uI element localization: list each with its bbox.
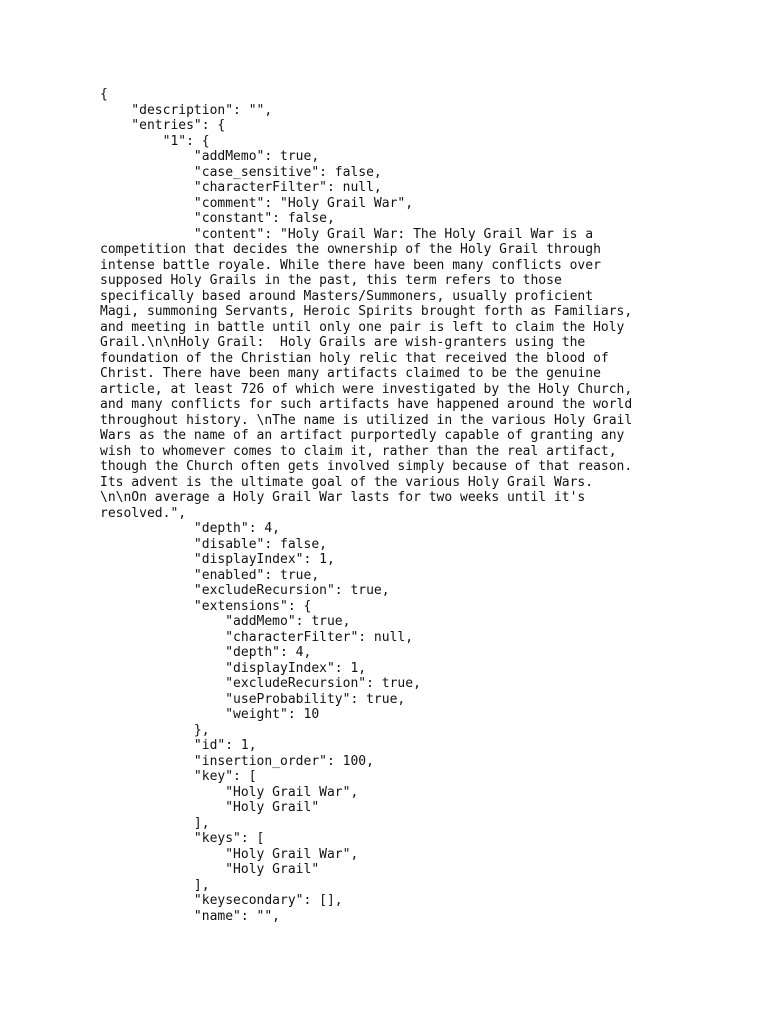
text-line: "keys": [	[100, 831, 265, 846]
text-line: "Holy Grail"	[100, 862, 320, 877]
text-line: },	[100, 722, 210, 738]
text-line: throughout history. \nThe name is utilized in the various Holy Grail	[100, 412, 633, 428]
text-line: "characterFilter": null,	[100, 629, 414, 645]
text-line: "name": "",	[100, 908, 281, 924]
text-line: and meeting in battle until only one pair is left to claim the Holy	[100, 319, 625, 335]
text-line: "displayIndex": 1,	[100, 552, 335, 567]
text-line: "id": 1,	[100, 738, 257, 753]
text-line: "addMemo": true,	[100, 614, 351, 629]
text-line: "comment": "Holy Grail War",	[100, 195, 414, 211]
text-line: supposed Holy Grails in the past, this term refers to those	[100, 273, 562, 288]
text-line: "key": [	[100, 769, 257, 784]
text-line: Magi, summoning Servants, Heroic Spirits brought forth as Familiars,	[100, 304, 633, 319]
text-line: "addMemo": true,	[100, 149, 320, 164]
text-line: "displayIndex": 1,	[100, 660, 367, 676]
text-line: though the Church often gets involved simply because of that reason.	[100, 459, 633, 474]
text-line: and many conflicts for such artifacts have happened around the world	[100, 397, 633, 412]
text-line: resolved.",	[100, 505, 187, 521]
text-line: "extensions": {	[100, 598, 312, 614]
text-line: \n\nOn average a Holy Grail War lasts for two weeks until it's	[100, 490, 586, 505]
text-line: ],	[100, 877, 210, 893]
text-line: foundation of the Christian holy relic that received the blood of	[100, 350, 609, 366]
text-line: "description": "",	[100, 102, 273, 118]
text-line: "keysecondary": [],	[100, 893, 343, 908]
text-line: specifically based around Masters/Summoners, usually proficient	[100, 288, 594, 304]
text-line: "depth": 4,	[100, 521, 281, 536]
text-line: Christ. There have been many artifacts claimed to be the genuine	[100, 366, 601, 381]
text-line: "disable": false,	[100, 536, 327, 552]
text-line: "1": {	[100, 133, 210, 149]
text-line: "depth": 4,	[100, 645, 312, 660]
text-line: ],	[100, 815, 210, 831]
text-line: Wars as the name of an artifact purportedly capable of granting any	[100, 428, 625, 443]
text-line: competition that decides the ownership of the Holy Grail through	[100, 242, 601, 257]
text-line: "entries": {	[100, 118, 226, 133]
text-line: "insertion_order": 100,	[100, 753, 374, 769]
document-page	[100, 87, 720, 924]
text-line: "Holy Grail War",	[100, 784, 359, 800]
text-line: "useProbability": true,	[100, 691, 406, 707]
text-line: "content": "Holy Grail War: The Holy Grail War is a	[100, 226, 594, 242]
text-line: "case_sensitive": false,	[100, 164, 382, 180]
text-line: article, at least 726 of which were investigated by the Holy Church,	[100, 381, 633, 397]
text-line: "enabled": true,	[100, 567, 320, 583]
text-line: "Holy Grail"	[100, 800, 320, 815]
text-line: "constant": false,	[100, 211, 335, 226]
text-line: "Holy Grail War",	[100, 846, 359, 862]
text-line: wish to whomever comes to claim it, rather than the real artifact,	[100, 443, 617, 459]
text-line: Grail.\n\nHoly Grail: Holy Grails are wish-granters using the	[100, 335, 586, 350]
text-line: "characterFilter": null,	[100, 180, 382, 195]
text-line: Its advent is the ultimate goal of the various Holy Grail Wars.	[100, 474, 594, 490]
text-line: "excludeRecursion": true,	[100, 583, 390, 598]
text-line: "weight": 10	[100, 707, 320, 722]
text-line: intense battle royale. While there have been many conflicts over	[100, 257, 601, 273]
text-line: {	[100, 87, 108, 102]
text-line: "excludeRecursion": true,	[100, 676, 421, 691]
